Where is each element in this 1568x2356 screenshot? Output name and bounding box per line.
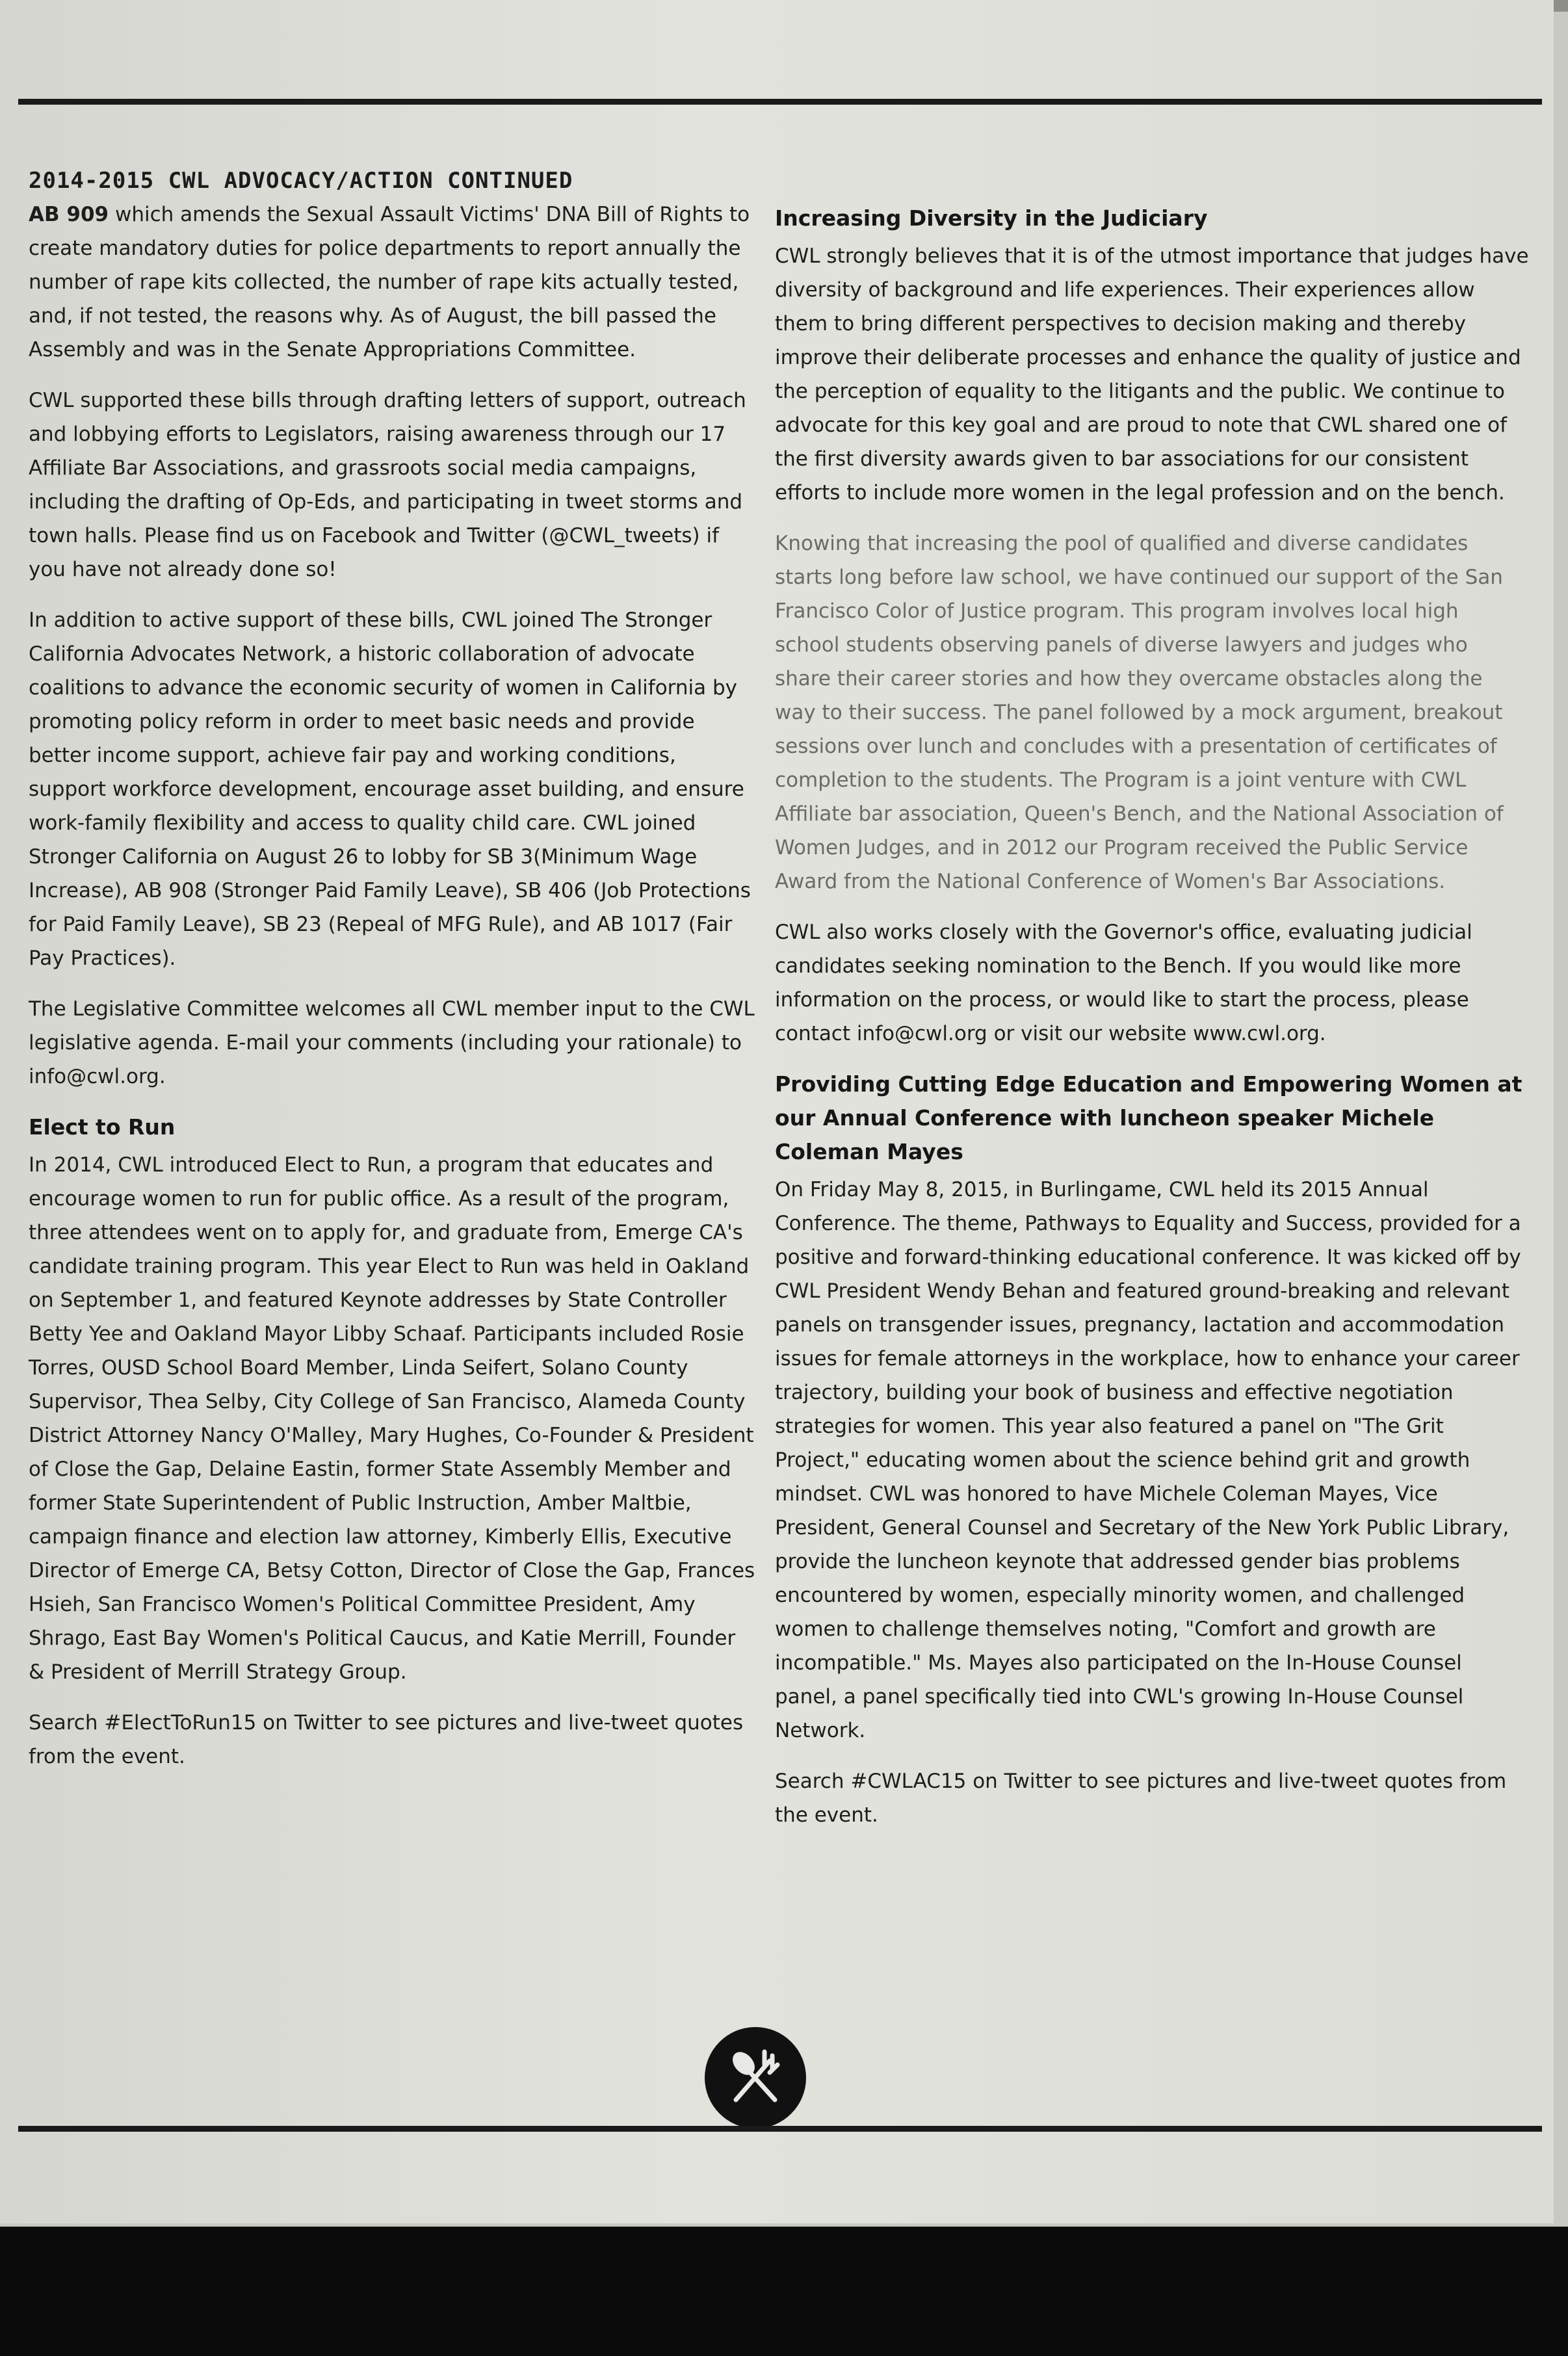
- elect-to-run-hashtag: Search #ElectToRun15 on Twitter to see pictures and live-tweet quotes from the event.: [29, 1711, 744, 1768]
- governor-office-paragraph: CWL also works closely with the Governor's office, evaluating judicial candidates seeking nomination to the Bench. If you would like more information on the process, or would like to start the process, please contact info@cwl.org or visit our website www.cwl.org.: [775, 921, 1472, 1045]
- top-rule: [18, 99, 1542, 105]
- section-title: 2014-2015 CWL ADVOCACY/ACTION CONTINUED: [29, 168, 573, 194]
- stronger-california-paragraph: In addition to active support of these bills, CWL joined The Stronger California Advocates Network, a historic collaboration of advocate coalitions to advance the economic security of women in California by promoting policy reform in order to meet basic needs and provide better income support, achieve fair pay and working conditions, support workforce development, encourage asset building, and ensure work-family flexibility and access to quality child care. CWL joined Stronger California on August 26 to lobby for SB 3(Minimum Wage Increase), AB 908 (Stronger Paid Family Leave), SB 406 (Job Protections for Paid Family Leave), SB 23 (Repeal of MFG Rule), and AB 1017 (Fair Pay Practices).: [29, 609, 751, 970]
- fork-and-spoon-icon: [705, 2027, 806, 2128]
- diversity-paragraph: CWL strongly believes that it is of the utmost importance that judges have diversity of background and life experiences. Their experiences allow them to bring different perspectives to decision making and thereby improve their deliberate processes and enhance the quality of justice and the perception of equality to the litigants and the public. We continue to advocate for this key goal and are proud to note that CWL shared one of the first diversity awards given to bar associations for our consistent efforts to include more women in the legal profession and on the bench.: [775, 244, 1529, 504]
- scan-bottom-edge: [0, 2227, 1568, 2356]
- right-column: [775, 202, 1529, 1849]
- elect-to-run-heading: Elect to Run: [29, 1114, 176, 1140]
- conference-hashtag: Search #CWLAC15 on Twitter to see pictures and live-tweet quotes from the event.: [775, 1770, 1507, 1827]
- color-of-justice-paragraph: Knowing that increasing the pool of qualified and diverse candidates starts long before law school, we have continued our support of the San Francisco Color of Justice program. This program involves local high school students observing panels of diverse lawyers and judges who share their career stories and how they overcame obstacles along the way to their success. The panel followed by a mock argument, breakout sessions over lunch and concludes with a presentation of certificates of completion to the students. The Program is a joint venture with CWL Affiliate bar association, Queen's Bench, and the National Association of Women Judges, and in 2012 our Program received the Public Service Award from the National Conference of Women's Bar Associations.: [775, 532, 1504, 893]
- conference-paragraph: On Friday May 8, 2015, in Burlingame, CWL held its 2015 Annual Conference. The theme, Pathways to Equality and Success, provided for a positive and forward-thinking educational conference. It was kicked off by CWL President Wendy Behan and featured ground-breaking and relevant panels on transgender issues, pregnancy, lactation and accommodation issues for female attorneys in the workplace, how to enhance your career trajectory, building your book of business and effective negotiation strategies for women. This year also featured a panel on "The Grit Project," educating women about the science behind grit and growth mindset. CWL was honored to have Michele Coleman Mayes, Vice President, General Counsel and Secretary of the New York Public Library, provide the luncheon keynote that addressed gender bias problems encountered by women, especially minority women, and challenged women to challenge themselves noting, "Comfort and growth are incompatible." Ms. Mayes also participated on the In-House Counsel panel, a panel specifically tied into CWL's growing In-House Counsel Network.: [775, 1178, 1521, 1742]
- ab909-text: which amends the Sexual Assault Victims' DNA Bill of Rights to create mandatory duties for police departments to report annually the number of rape kits collected, the number of rape kits actually tested, and, if not tested, the reasons why. As of August, the bill passed the Assembly and was in the Senate Appropriations Committee.: [29, 203, 750, 361]
- support-paragraph: CWL supported these bills through drafting letters of support, outreach and lobbying efforts to Legislators, raising awareness through our 17 Affiliate Bar Associations, and grassroots social media campaigns, including the drafting of Op-Eds, and participating in tweet storms and town halls. Please find us on Facebook and Twitter (@CWL_tweets) if you have not already done so!: [29, 389, 746, 581]
- diversity-heading: Increasing Diversity in the Judiciary: [775, 205, 1208, 231]
- fork-and-spoon-graphic: [705, 2027, 806, 2128]
- ab909-lead: AB 909: [29, 203, 109, 226]
- elect-to-run-paragraph: In 2014, CWL introduced Elect to Run, a program that educates and encourage women to run for public office. As a result of the program, three attendees went on to apply for, and graduate from, Emerge CA's candidate training program. This year Elect to Run was held in Oakland on September 1, and featured Keynote addresses by State Controller Betty Yee and Oakland Mayor Libby Schaaf. Participants included Rosie Torres, OUSD School Board Member, Linda Seifert, Solano County Supervisor, Thea Selby, City College of San Francisco, Alameda County District Attorney Nancy O'Malley, Mary Hughes, Co-Founder & President of Close the Gap, Delaine Eastin, former State Assembly Member and former State Superintendent of Public Instruction, Amber Maltbie, campaign finance and election law attorney, Kimberly Ellis, Executive Director of Emerge CA, Betsy Cotton, Director of Close the Gap, Frances Hsieh, San Francisco Women's Political Committee President, Amy Shrago, East Bay Women's Political Caucus, and Katie Merrill, Founder & President of Merrill Strategy Group.: [29, 1153, 755, 1684]
- legislative-committee-paragraph: The Legislative Committee welcomes all CWL member input to the CWL legislative agenda. E-mail your comments (including your rationale) to info@cwl.org.: [29, 997, 755, 1088]
- ab909-paragraph: [29, 198, 757, 367]
- conference-heading: Providing Cutting Edge Education and Empowering Women at our Annual Conference with luncheon speaker Michele Coleman Mayes: [775, 1071, 1522, 1164]
- bottom-rule: [18, 2126, 1542, 2132]
- left-column: [29, 168, 757, 1790]
